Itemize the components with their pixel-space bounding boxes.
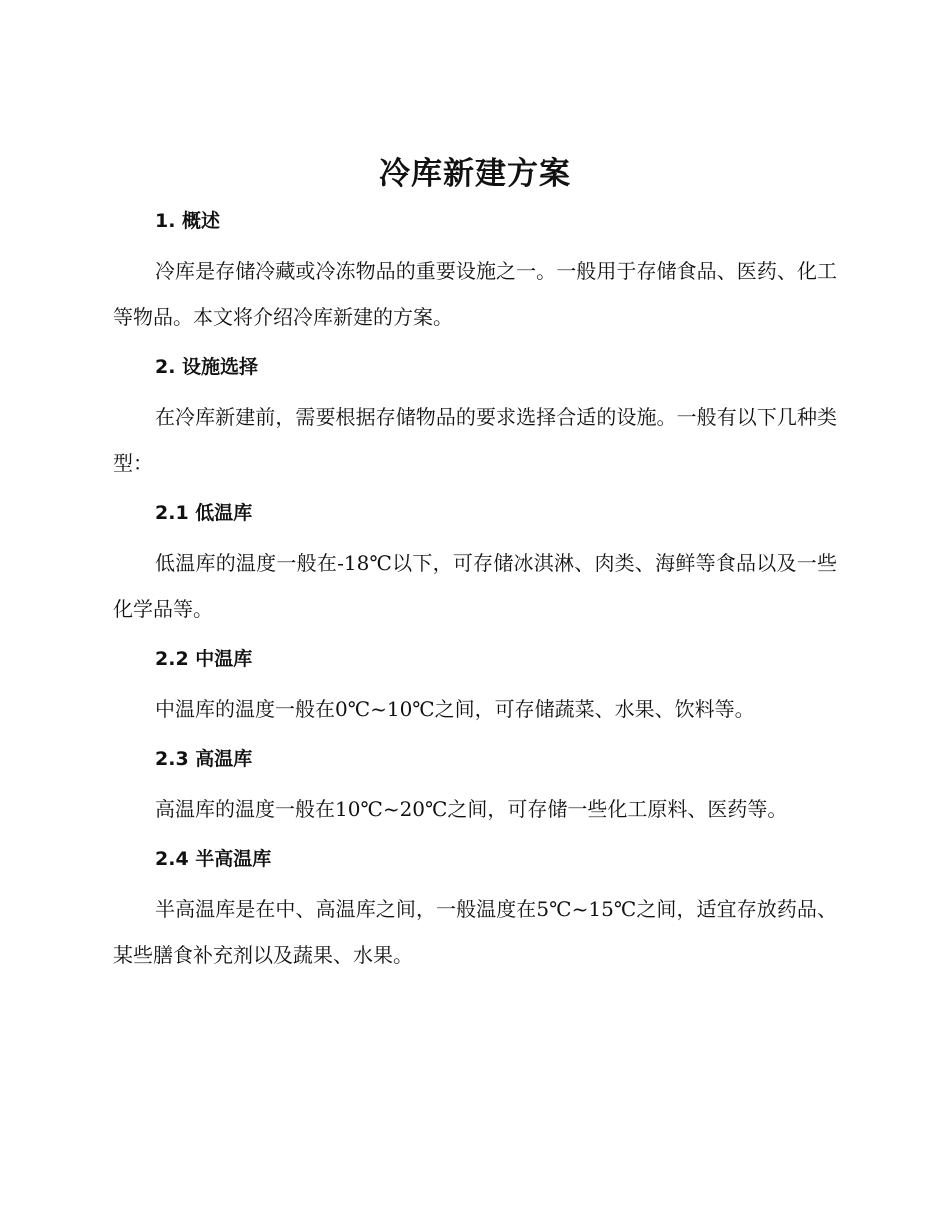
section-heading: 2.2 中温库 (155, 648, 253, 670)
spacer (113, 382, 837, 394)
section-paragraph: 中温库的温度一般在0℃~10℃之间，可存储蔬菜、水果、饮料等。 (155, 697, 755, 721)
section-medium-temp (113, 644, 837, 732)
section-paragraph: 冷库是存储冷藏或冷冻物品的重要设施之一。一般用于存储食品、医药、化工等物品。本文将介绍冷库新建的方案。 (113, 259, 837, 329)
section-facility-selection (113, 352, 837, 486)
spacer (113, 774, 837, 786)
section-heading: 2.3 高温库 (155, 748, 253, 770)
section-paragraph: 高温库的温度一般在10℃~20℃之间，可存储一些化工原料、医药等。 (155, 797, 788, 821)
section-paragraph: 低温库的温度一般在-18℃以下，可存储冰淇淋、肉类、海鲜等食品以及一些化学品等。 (113, 551, 837, 621)
section-low-temp (113, 498, 837, 632)
spacer (113, 236, 837, 248)
section-semi-high-temp (113, 844, 837, 978)
section-heading: 2. 设施选择 (155, 356, 259, 378)
spacer (113, 528, 837, 540)
spacer (113, 832, 837, 844)
section-paragraph: 半高温库是在中、高温库之间，一般温度在5℃~15℃之间，适宜存放药品、某些膳食补充剂以及蔬果、水果。 (113, 897, 837, 967)
spacer (113, 340, 837, 352)
section-high-temp (113, 744, 837, 832)
spacer (113, 874, 837, 886)
section-heading: 2.4 半高温库 (155, 848, 272, 870)
section-paragraph: 在冷库新建前，需要根据存储物品的要求选择合适的设施。一般有以下几种类型： (113, 405, 837, 475)
spacer (113, 732, 837, 744)
spacer (113, 632, 837, 644)
spacer (113, 486, 837, 498)
section-heading: 2.1 低温库 (155, 502, 253, 524)
section-overview (113, 206, 837, 340)
spacer (113, 674, 837, 686)
section-heading: 1. 概述 (155, 210, 221, 232)
document-title: 冷库新建方案 (379, 156, 571, 192)
